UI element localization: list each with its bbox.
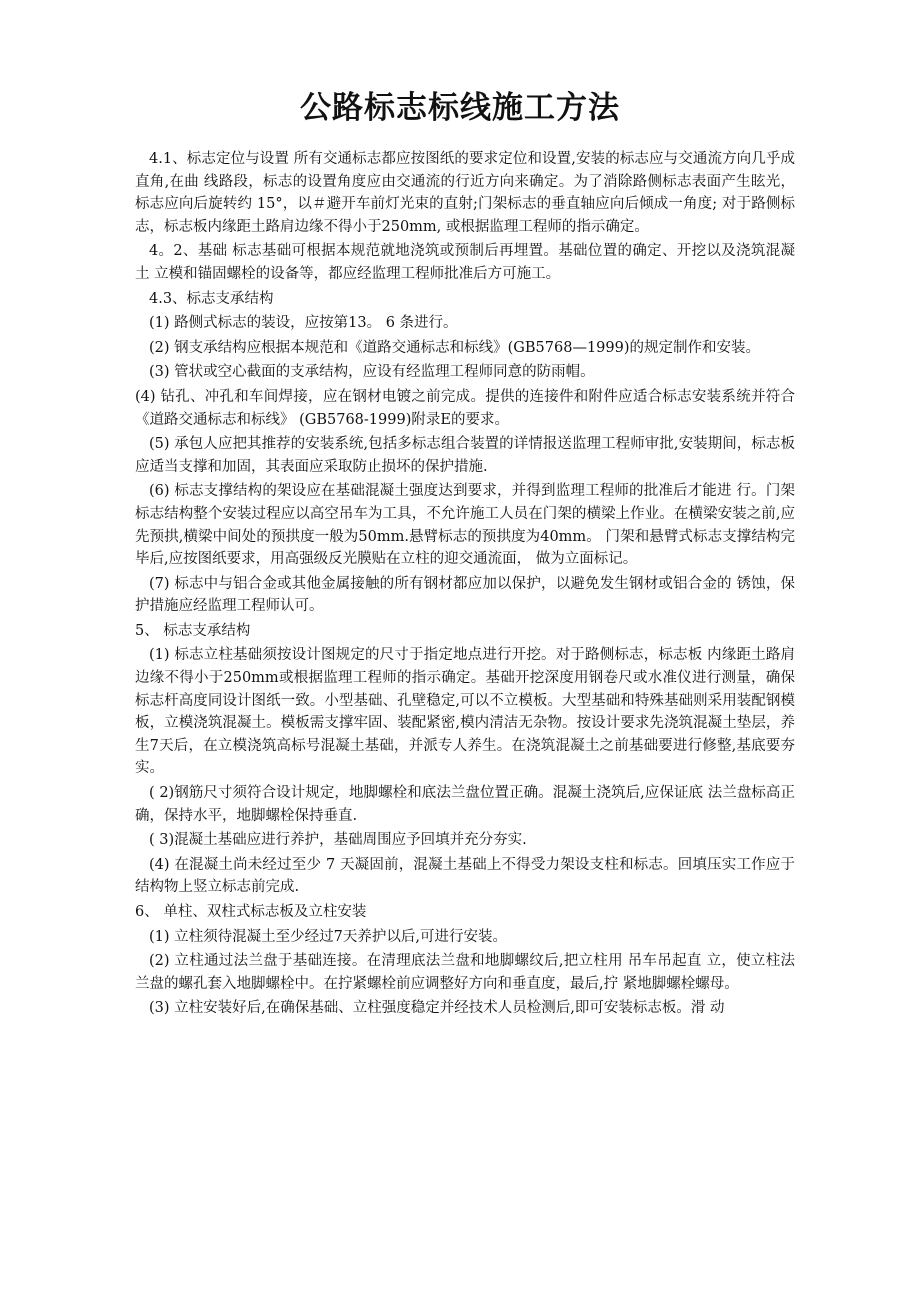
paragraph-4-3-item-7: (7) 标志中与铝合金或其他金属接触的所有钢材都应加以保护，以避免发生钢材或铝合金的 锈蚀，保护措施应经监理工程师认可。 xyxy=(135,575,795,615)
paragraph-4-1: 4.1、标志定位与设置 所有交通标志都应按图纸的要求定位和设置,安装的标志应与交通流方向几乎成直角,在曲 线路段，标志的设置角度应由交通流的行近方向来确定。为了消除路侧标志表面产生眩光， 标志应向后旋转约 15°，以＃避开车前灯光束的直射;门架标志的垂直轴应向后倾成一角度; 对于路侧标志，标志板内缘距土路肩边缘不得小于250mm, 或根据监理工程师的指示确定。 xyxy=(135,151,795,235)
paragraph-5-item-4: (4) 在混凝土尚未经过至少 7 天凝固前，混凝土基础上不得受力架设支柱和标志。回填压实工作应于结构物上竖立标志前完成. xyxy=(135,856,795,896)
paragraph-4-3-item-5: (5) 承包人应把其推荐的安装系统,包括多标志组合装置的详情报送监理工程师审批,安装期间，标志板应适当支撑和加固，其表面应采取防止损坏的保护措施. xyxy=(135,436,795,475)
paragraph-4-3-item-4: (4) 钻孔、冲孔和车间焊接，应在钢材电镀之前完成。提供的连接件和附件应适合标志安装系统并符合《道路交通标志和标线》 (GB5768-1999)附录E的要求。 xyxy=(135,388,795,428)
paragraph-5-item-3: ( 3)混凝土基础应进行养护，基础周围应予回填并充分夯实. xyxy=(149,832,527,849)
paragraph-4-2: 4。2、基础 标志基础可根据本规范就地浇筑或预制后再埋置。基础位置的确定、开挖以及浇筑混凝土 立模和锚固螺栓的设备等，都应经监理工程师批准后方可施工。 xyxy=(135,243,795,282)
paragraph-4-3-item-2: (2) 钢支承结构应根据本规范和《道路交通标志和标线》(GB5768—1999)的规定制作和安装。 xyxy=(149,339,761,356)
heading-4-3: 4.3、标志支承结构 xyxy=(149,290,274,307)
heading-5: 5、 标志支承结构 xyxy=(135,622,251,639)
paragraph-6-item-1: (1) 立柱须待混凝土至少经过7天养护以后,可进行安装。 xyxy=(149,928,507,945)
paragraph-5-item-1: (1) 标志立柱基础须按设计图规定的尺寸于指定地点进行开挖。对于路侧标志，标志板 内缘距土路肩边缘不得小于250mm或根据监理工程师的指示确定。基础开挖深度用钢卷尺或水准仪进行测量，确保标志杆高度同设计图纸一致。小型基础、孔壁稳定,可以不立模板。大型基础和特殊基础则采用装配钢模板，立模浇筑混凝土。模板需支撑牢固、装配紧密,模内清洁无杂物。按设计要求先浇筑混凝土垫层，养生7天后，在立模浇筑高标号混凝土基础，并派专人养生。在浇筑混凝土之前基础要进行修整,基底要夯实。 xyxy=(135,647,795,777)
paragraph-4-3-item-3: (3) 管状或空心截面的支承结构，应设有经监理工程师同意的防雨帽。 xyxy=(149,364,595,381)
page-title: 公路标志标线施工方法 xyxy=(300,90,620,126)
document-body xyxy=(135,148,795,1022)
paragraph-5-item-2: ( 2)钢筋尺寸须符合设计规定，地脚螺栓和底法兰盘位置正确。混凝土浇筑后,应保证底 法兰盘标高正确，保持水平，地脚螺栓保持垂直. xyxy=(135,785,795,824)
paragraph-6-item-3: (3) 立柱安装好后,在确保基础、立柱强度稳定并经技术人员检测后,即可安装标志板。滑 动 xyxy=(149,1000,725,1017)
paragraph-4-3-item-1: (1) 路侧式标志的装设，应按第13。 6 条进行。 xyxy=(149,315,458,332)
paragraph-6-item-2: (2) 立柱通过法兰盘于基础连接。在清理底法兰盘和地脚螺纹后,把立柱用 吊车吊起直 立，使立柱法兰盘的螺孔套入地脚螺栓中。在拧紧螺栓前应调整好方向和垂直度，最后,拧 紧地脚螺栓螺母。 xyxy=(135,953,795,992)
paragraph-4-3-item-6: (6) 标志支撑结构的架设应在基础混凝土强度达到要求，并得到监理工程师的批准后才能进 行。门架标志结构整个安装过程应以高空吊车为工具，不允许施工人员在门架的横梁上作业。在横梁安装之前,应先预拱,横梁中间处的预拱度一般为50mm.悬臂标志的预拱度为40mm。 门架和悬臂式标志支撑结构完毕后,应按图纸要求，用高强级反光膜贴在立柱的迎交通流面， 做为立面标记。 xyxy=(135,483,795,568)
heading-6: 6、 单柱、双柱式标志板及立柱安装 xyxy=(135,904,367,920)
